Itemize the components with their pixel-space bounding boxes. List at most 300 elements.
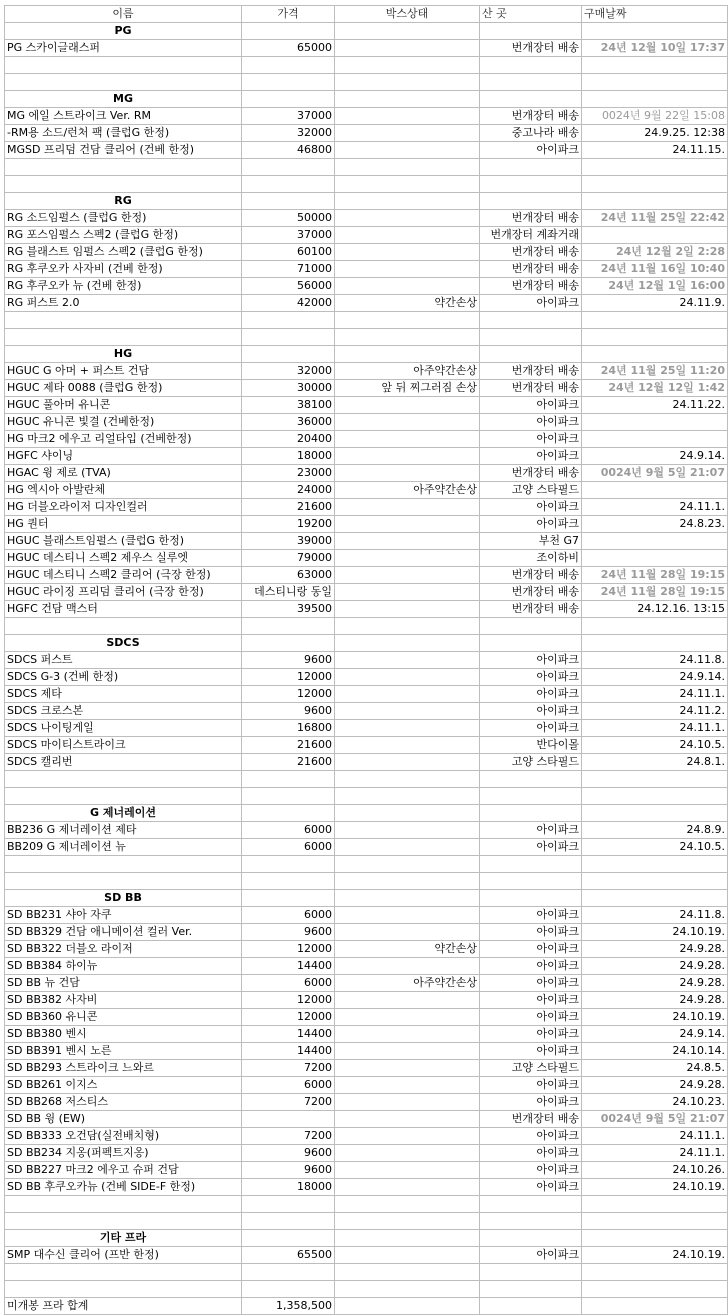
name-cell[interactable]: HGUC 데스티니 스펙2 클리어 (극장 한정) [5,567,242,584]
price-cell[interactable] [242,618,335,635]
section-title[interactable]: HG [5,346,242,363]
price-cell[interactable]: 14400 [242,1026,335,1043]
purchase-place-cell[interactable]: 아이파크 [480,1179,582,1196]
box-condition-cell[interactable] [335,23,480,40]
purchase-place-cell[interactable] [480,788,582,805]
name-cell[interactable] [5,856,242,873]
purchase-place-cell[interactable]: 번개장터 계좌거래 [480,227,582,244]
purchase-date-cell[interactable] [582,414,728,431]
box-condition-cell[interactable] [335,839,480,856]
price-cell[interactable]: 18000 [242,1179,335,1196]
name-cell[interactable]: HGUC 제타 0088 (클럽G 한정) [5,380,242,397]
name-cell[interactable]: SD BB 뉴 건담 [5,975,242,992]
purchase-place-cell[interactable]: 아이파크 [480,142,582,159]
price-cell[interactable]: 39000 [242,533,335,550]
price-cell[interactable]: 9600 [242,652,335,669]
header-price[interactable]: 가격 [242,6,335,23]
name-cell[interactable]: SMP 대수신 클리어 (프반 한정) [5,1247,242,1264]
purchase-place-cell[interactable]: 번개장터 배송 [480,40,582,57]
name-cell[interactable] [5,312,242,329]
box-condition-cell[interactable] [335,448,480,465]
name-cell[interactable]: SD BB391 벤시 노른 [5,1043,242,1060]
purchase-date-cell[interactable] [582,1230,728,1247]
purchase-date-cell[interactable]: 24년 11월 28일 19:15 [582,584,728,601]
name-cell[interactable] [5,329,242,346]
box-condition-cell[interactable] [335,1298,480,1315]
box-condition-cell[interactable] [335,346,480,363]
purchase-place-cell[interactable]: 아이파크 [480,822,582,839]
box-condition-cell[interactable] [335,737,480,754]
box-condition-cell[interactable] [335,584,480,601]
purchase-place-cell[interactable] [480,159,582,176]
price-cell[interactable]: 60100 [242,244,335,261]
box-condition-cell[interactable] [335,210,480,227]
purchase-place-cell[interactable] [480,74,582,91]
price-cell[interactable]: 79000 [242,550,335,567]
name-cell[interactable]: SD BB268 저스티스 [5,1094,242,1111]
price-cell[interactable]: 14400 [242,958,335,975]
purchase-place-cell[interactable]: 아이파크 [480,516,582,533]
purchase-place-cell[interactable]: 아이파크 [480,414,582,431]
box-condition-cell[interactable] [335,193,480,210]
price-cell[interactable]: 7200 [242,1060,335,1077]
purchase-date-cell[interactable]: 24.11.1. [582,720,728,737]
price-cell[interactable]: 24000 [242,482,335,499]
price-cell[interactable]: 32000 [242,125,335,142]
name-cell[interactable]: PG 스카이글래스퍼 [5,40,242,57]
name-cell[interactable]: RG 후쿠오카 뉴 (건베 한정) [5,278,242,295]
name-cell[interactable]: SD BB 윙 (EW) [5,1111,242,1128]
name-cell[interactable]: RG 소드임펄스 (클럽G 한정) [5,210,242,227]
name-cell[interactable] [5,1264,242,1281]
purchase-date-cell[interactable] [582,873,728,890]
name-cell[interactable]: SD BB261 이지스 [5,1077,242,1094]
purchase-date-cell[interactable]: 24.10.19. [582,924,728,941]
purchase-place-cell[interactable]: 조이하비 [480,550,582,567]
price-cell[interactable]: 12000 [242,686,335,703]
section-title[interactable]: RG [5,193,242,210]
price-cell[interactable]: 6000 [242,822,335,839]
name-cell[interactable]: BB236 G 제너레이션 제타 [5,822,242,839]
name-cell[interactable]: SD BB322 더블오 라이저 [5,941,242,958]
price-cell[interactable] [242,856,335,873]
box-condition-cell[interactable] [335,1111,480,1128]
name-cell[interactable]: SD BB 후쿠오카뉴 (건베 SIDE-F 한정) [5,1179,242,1196]
box-condition-cell[interactable] [335,703,480,720]
purchase-date-cell[interactable]: 24년 11월 28일 19:15 [582,567,728,584]
purchase-date-cell[interactable]: 0024년 9월 5일 21:07 [582,465,728,482]
price-cell[interactable]: 9600 [242,924,335,941]
name-cell[interactable]: SDCS G-3 (건베 한정) [5,669,242,686]
box-condition-cell[interactable] [335,1213,480,1230]
purchase-place-cell[interactable] [480,890,582,907]
price-cell[interactable]: 12000 [242,1009,335,1026]
purchase-place-cell[interactable] [480,1196,582,1213]
box-condition-cell[interactable] [335,1247,480,1264]
name-cell[interactable]: SDCS 마이티스트라이크 [5,737,242,754]
box-condition-cell[interactable] [335,720,480,737]
purchase-date-cell[interactable]: 24년 12월 1일 16:00 [582,278,728,295]
purchase-date-cell[interactable]: 0024년 9월 5일 21:07 [582,1111,728,1128]
purchase-place-cell[interactable]: 아이파크 [480,720,582,737]
purchase-date-cell[interactable] [582,550,728,567]
box-condition-cell[interactable] [335,890,480,907]
purchase-date-cell[interactable]: 24.9.28. [582,1077,728,1094]
purchase-date-cell[interactable]: 0024년 9월 22일 15:08 [582,108,728,125]
purchase-place-cell[interactable]: 아이파크 [480,992,582,1009]
purchase-place-cell[interactable]: 아이파크 [480,652,582,669]
box-condition-cell[interactable] [335,1060,480,1077]
purchase-date-cell[interactable]: 24.11.15. [582,142,728,159]
name-cell[interactable]: SD BB227 마크2 에우고 슈퍼 건담 [5,1162,242,1179]
box-condition-cell[interactable] [335,907,480,924]
name-cell[interactable]: HGUC 유니콘 빛결 (건베한정) [5,414,242,431]
purchase-place-cell[interactable]: 아이파크 [480,1009,582,1026]
purchase-date-cell[interactable]: 24.11.2. [582,703,728,720]
box-condition-cell[interactable] [335,414,480,431]
purchase-place-cell[interactable] [480,193,582,210]
purchase-place-cell[interactable]: 아이파크 [480,1128,582,1145]
box-condition-cell[interactable] [335,1196,480,1213]
price-cell[interactable]: 9600 [242,703,335,720]
purchase-date-cell[interactable]: 24.9.14. [582,448,728,465]
purchase-date-cell[interactable] [582,57,728,74]
price-cell[interactable]: 1,358,500 [242,1298,335,1315]
name-cell[interactable]: 미개봉 프라 합계 [5,1298,242,1315]
purchase-place-cell[interactable]: 아이파크 [480,1077,582,1094]
name-cell[interactable]: MG 에일 스트라이크 Ver. RM [5,108,242,125]
purchase-date-cell[interactable]: 24.10.19. [582,1247,728,1264]
price-cell[interactable]: 23000 [242,465,335,482]
box-condition-cell[interactable]: 약간손상 [335,295,480,312]
header-where[interactable]: 산 곳 [480,6,582,23]
box-condition-cell[interactable] [335,873,480,890]
purchase-place-cell[interactable]: 고양 스타필드 [480,754,582,771]
purchase-date-cell[interactable]: 24.10.19. [582,1009,728,1026]
box-condition-cell[interactable] [335,516,480,533]
price-cell[interactable]: 6000 [242,907,335,924]
purchase-place-cell[interactable]: 반다이몰 [480,737,582,754]
section-title[interactable]: SD BB [5,890,242,907]
price-cell[interactable]: 19200 [242,516,335,533]
price-cell[interactable]: 36000 [242,414,335,431]
price-cell[interactable] [242,74,335,91]
name-cell[interactable] [5,788,242,805]
box-condition-cell[interactable]: 약간손상 [335,941,480,958]
price-cell[interactable] [242,329,335,346]
purchase-date-cell[interactable]: 24.11.8. [582,652,728,669]
purchase-place-cell[interactable]: 아이파크 [480,924,582,941]
box-condition-cell[interactable] [335,652,480,669]
purchase-date-cell[interactable] [582,91,728,108]
price-cell[interactable]: 12000 [242,992,335,1009]
price-cell[interactable]: 30000 [242,380,335,397]
box-condition-cell[interactable] [335,465,480,482]
price-cell[interactable]: 21600 [242,499,335,516]
purchase-date-cell[interactable] [582,635,728,652]
purchase-place-cell[interactable] [480,1264,582,1281]
purchase-place-cell[interactable] [480,1230,582,1247]
name-cell[interactable]: SD BB231 샤아 자쿠 [5,907,242,924]
box-condition-cell[interactable] [335,788,480,805]
purchase-date-cell[interactable]: 24.11.1. [582,1145,728,1162]
box-condition-cell[interactable] [335,499,480,516]
box-condition-cell[interactable] [335,1281,480,1298]
price-cell[interactable] [242,57,335,74]
price-cell[interactable] [242,312,335,329]
name-cell[interactable]: HGUC 풀아머 유니콘 [5,397,242,414]
purchase-date-cell[interactable]: 24년 11월 25일 11:20 [582,363,728,380]
price-cell[interactable]: 42000 [242,295,335,312]
purchase-place-cell[interactable]: 아이파크 [480,703,582,720]
purchase-place-cell[interactable] [480,57,582,74]
price-cell[interactable] [242,91,335,108]
box-condition-cell[interactable] [335,924,480,941]
purchase-place-cell[interactable]: 번개장터 배송 [480,584,582,601]
purchase-place-cell[interactable]: 부천 G7 [480,533,582,550]
price-cell[interactable]: 32000 [242,363,335,380]
purchase-place-cell[interactable] [480,1298,582,1315]
purchase-date-cell[interactable]: 24.11.9. [582,295,728,312]
purchase-place-cell[interactable] [480,1281,582,1298]
purchase-date-cell[interactable]: 24.8.1. [582,754,728,771]
price-cell[interactable]: 9600 [242,1162,335,1179]
purchase-place-cell[interactable]: 번개장터 배송 [480,278,582,295]
price-cell[interactable]: 14400 [242,1043,335,1060]
box-condition-cell[interactable] [335,329,480,346]
purchase-place-cell[interactable] [480,1213,582,1230]
purchase-date-cell[interactable]: 24.9.28. [582,975,728,992]
price-cell[interactable]: 6000 [242,975,335,992]
purchase-place-cell[interactable] [480,91,582,108]
price-cell[interactable] [242,193,335,210]
purchase-date-cell[interactable] [582,618,728,635]
price-cell[interactable]: 7200 [242,1128,335,1145]
box-condition-cell[interactable] [335,992,480,1009]
box-condition-cell[interactable] [335,805,480,822]
box-condition-cell[interactable] [335,856,480,873]
name-cell[interactable]: HGFC 건담 맥스터 [5,601,242,618]
purchase-place-cell[interactable]: 번개장터 배송 [480,465,582,482]
name-cell[interactable]: RG 포스임펄스 스펙2 (클럽G 한정) [5,227,242,244]
box-condition-cell[interactable] [335,227,480,244]
purchase-date-cell[interactable] [582,346,728,363]
purchase-date-cell[interactable] [582,227,728,244]
purchase-date-cell[interactable]: 24.9.14. [582,1026,728,1043]
box-condition-cell[interactable] [335,771,480,788]
box-condition-cell[interactable] [335,601,480,618]
box-condition-cell[interactable] [335,244,480,261]
purchase-place-cell[interactable]: 번개장터 배송 [480,363,582,380]
purchase-date-cell[interactable]: 24년 12월 10일 17:37 [582,40,728,57]
price-cell[interactable]: 12000 [242,941,335,958]
purchase-place-cell[interactable]: 아이파크 [480,499,582,516]
name-cell[interactable]: SDCS 나이팅게일 [5,720,242,737]
purchase-place-cell[interactable] [480,329,582,346]
box-condition-cell[interactable] [335,40,480,57]
name-cell[interactable] [5,74,242,91]
name-cell[interactable]: HG 더블오라이저 디자인컬러 [5,499,242,516]
box-condition-cell[interactable] [335,176,480,193]
header-date[interactable]: 구매날짜 [582,6,728,23]
purchase-place-cell[interactable]: 고양 스타필드 [480,1060,582,1077]
purchase-date-cell[interactable]: 24.10.19. [582,1179,728,1196]
section-title[interactable]: MG [5,91,242,108]
name-cell[interactable]: SD BB382 사자비 [5,992,242,1009]
purchase-date-cell[interactable] [582,23,728,40]
box-condition-cell[interactable] [335,278,480,295]
purchase-date-cell[interactable] [582,193,728,210]
purchase-date-cell[interactable] [582,856,728,873]
box-condition-cell[interactable] [335,533,480,550]
purchase-place-cell[interactable] [480,771,582,788]
purchase-date-cell[interactable] [582,805,728,822]
purchase-date-cell[interactable] [582,1213,728,1230]
price-cell[interactable]: 50000 [242,210,335,227]
purchase-date-cell[interactable] [582,533,728,550]
box-condition-cell[interactable] [335,1043,480,1060]
name-cell[interactable]: RG 블래스트 임펄스 스펙2 (클럽G 한정) [5,244,242,261]
purchase-date-cell[interactable]: 24.10.5. [582,737,728,754]
purchase-place-cell[interactable] [480,805,582,822]
price-cell[interactable]: 7200 [242,1094,335,1111]
price-cell[interactable]: 63000 [242,567,335,584]
purchase-place-cell[interactable]: 번개장터 배송 [480,1111,582,1128]
box-condition-cell[interactable] [335,108,480,125]
purchase-date-cell[interactable]: 24년 11월 16일 10:40 [582,261,728,278]
price-cell[interactable]: 20400 [242,431,335,448]
box-condition-cell[interactable] [335,1179,480,1196]
purchase-place-cell[interactable] [480,635,582,652]
price-cell[interactable] [242,890,335,907]
purchase-place-cell[interactable]: 아이파크 [480,1026,582,1043]
name-cell[interactable]: HGAC 윙 제로 (TVA) [5,465,242,482]
purchase-date-cell[interactable]: 24.8.23. [582,516,728,533]
name-cell[interactable]: SDCS 크로스본 [5,703,242,720]
purchase-place-cell[interactable]: 번개장터 배송 [480,244,582,261]
purchase-place-cell[interactable]: 번개장터 배송 [480,601,582,618]
section-title[interactable]: G 제너레이션 [5,805,242,822]
name-cell[interactable]: SD BB234 지옹(퍼펙트지옹) [5,1145,242,1162]
purchase-place-cell[interactable] [480,873,582,890]
price-cell[interactable]: 65000 [242,40,335,57]
name-cell[interactable]: HG 엑시아 아발란체 [5,482,242,499]
purchase-place-cell[interactable]: 아이파크 [480,1094,582,1111]
purchase-date-cell[interactable]: 24년 12월 12일 1:42 [582,380,728,397]
name-cell[interactable]: HGFC 샤이닝 [5,448,242,465]
price-cell[interactable] [242,1230,335,1247]
box-condition-cell[interactable] [335,159,480,176]
purchase-place-cell[interactable]: 번개장터 배송 [480,261,582,278]
purchase-place-cell[interactable]: 아이파크 [480,669,582,686]
purchase-date-cell[interactable]: 24.10.14. [582,1043,728,1060]
price-cell[interactable]: 데스티니랑 동일 [242,584,335,601]
purchase-date-cell[interactable]: 24.9.28. [582,958,728,975]
box-condition-cell[interactable] [335,1264,480,1281]
purchase-date-cell[interactable] [582,1298,728,1315]
box-condition-cell[interactable] [335,1162,480,1179]
purchase-place-cell[interactable]: 고양 스타필드 [480,482,582,499]
box-condition-cell[interactable] [335,686,480,703]
price-cell[interactable] [242,1281,335,1298]
purchase-date-cell[interactable]: 24.10.23. [582,1094,728,1111]
purchase-place-cell[interactable]: 아이파크 [480,839,582,856]
purchase-place-cell[interactable]: 아이파크 [480,975,582,992]
box-condition-cell[interactable] [335,57,480,74]
price-cell[interactable]: 6000 [242,839,335,856]
purchase-date-cell[interactable] [582,771,728,788]
name-cell[interactable] [5,176,242,193]
purchase-date-cell[interactable]: 24년 11월 25일 22:42 [582,210,728,227]
name-cell[interactable]: RG 후쿠오카 사자비 (건베 한정) [5,261,242,278]
purchase-place-cell[interactable]: 번개장터 배송 [480,210,582,227]
box-condition-cell[interactable] [335,754,480,771]
price-cell[interactable]: 9600 [242,1145,335,1162]
box-condition-cell[interactable] [335,958,480,975]
purchase-place-cell[interactable]: 번개장터 배송 [480,380,582,397]
box-condition-cell[interactable] [335,1230,480,1247]
purchase-place-cell[interactable]: 아이파크 [480,431,582,448]
purchase-date-cell[interactable] [582,74,728,91]
purchase-date-cell[interactable]: 24.11.1. [582,499,728,516]
box-condition-cell[interactable] [335,567,480,584]
purchase-place-cell[interactable] [480,23,582,40]
box-condition-cell[interactable] [335,1145,480,1162]
name-cell[interactable]: SDCS 캘리번 [5,754,242,771]
price-cell[interactable]: 56000 [242,278,335,295]
name-cell[interactable]: HG 마크2 에우고 리얼타입 (건베한정) [5,431,242,448]
box-condition-cell[interactable]: 아주약간손상 [335,363,480,380]
name-cell[interactable] [5,159,242,176]
name-cell[interactable]: SD BB380 벤시 [5,1026,242,1043]
price-cell[interactable] [242,788,335,805]
price-cell[interactable]: 21600 [242,737,335,754]
box-condition-cell[interactable] [335,431,480,448]
purchase-date-cell[interactable]: 24.9.28. [582,992,728,1009]
purchase-place-cell[interactable]: 아이파크 [480,1145,582,1162]
purchase-place-cell[interactable]: 번개장터 배송 [480,567,582,584]
name-cell[interactable]: SDCS 제타 [5,686,242,703]
purchase-date-cell[interactable]: 24.12.16. 13:15 [582,601,728,618]
purchase-place-cell[interactable]: 아이파크 [480,1043,582,1060]
name-cell[interactable]: SDCS 퍼스트 [5,652,242,669]
purchase-place-cell[interactable] [480,618,582,635]
price-cell[interactable]: 21600 [242,754,335,771]
purchase-date-cell[interactable]: 24.10.5. [582,839,728,856]
price-cell[interactable]: 37000 [242,227,335,244]
purchase-place-cell[interactable]: 아이파크 [480,295,582,312]
purchase-date-cell[interactable] [582,1281,728,1298]
name-cell[interactable] [5,1281,242,1298]
header-box[interactable]: 박스상태 [335,6,480,23]
purchase-place-cell[interactable] [480,856,582,873]
box-condition-cell[interactable] [335,397,480,414]
name-cell[interactable]: RG 퍼스트 2.0 [5,295,242,312]
purchase-date-cell[interactable] [582,482,728,499]
box-condition-cell[interactable] [335,618,480,635]
price-cell[interactable] [242,635,335,652]
name-cell[interactable]: SD BB384 하이뉴 [5,958,242,975]
price-cell[interactable] [242,1196,335,1213]
box-condition-cell[interactable] [335,550,480,567]
purchase-place-cell[interactable]: 아이파크 [480,907,582,924]
box-condition-cell[interactable] [335,822,480,839]
box-condition-cell[interactable] [335,1009,480,1026]
price-cell[interactable] [242,1213,335,1230]
purchase-place-cell[interactable]: 중고나라 배송 [480,125,582,142]
purchase-date-cell[interactable] [582,1264,728,1281]
box-condition-cell[interactable] [335,91,480,108]
